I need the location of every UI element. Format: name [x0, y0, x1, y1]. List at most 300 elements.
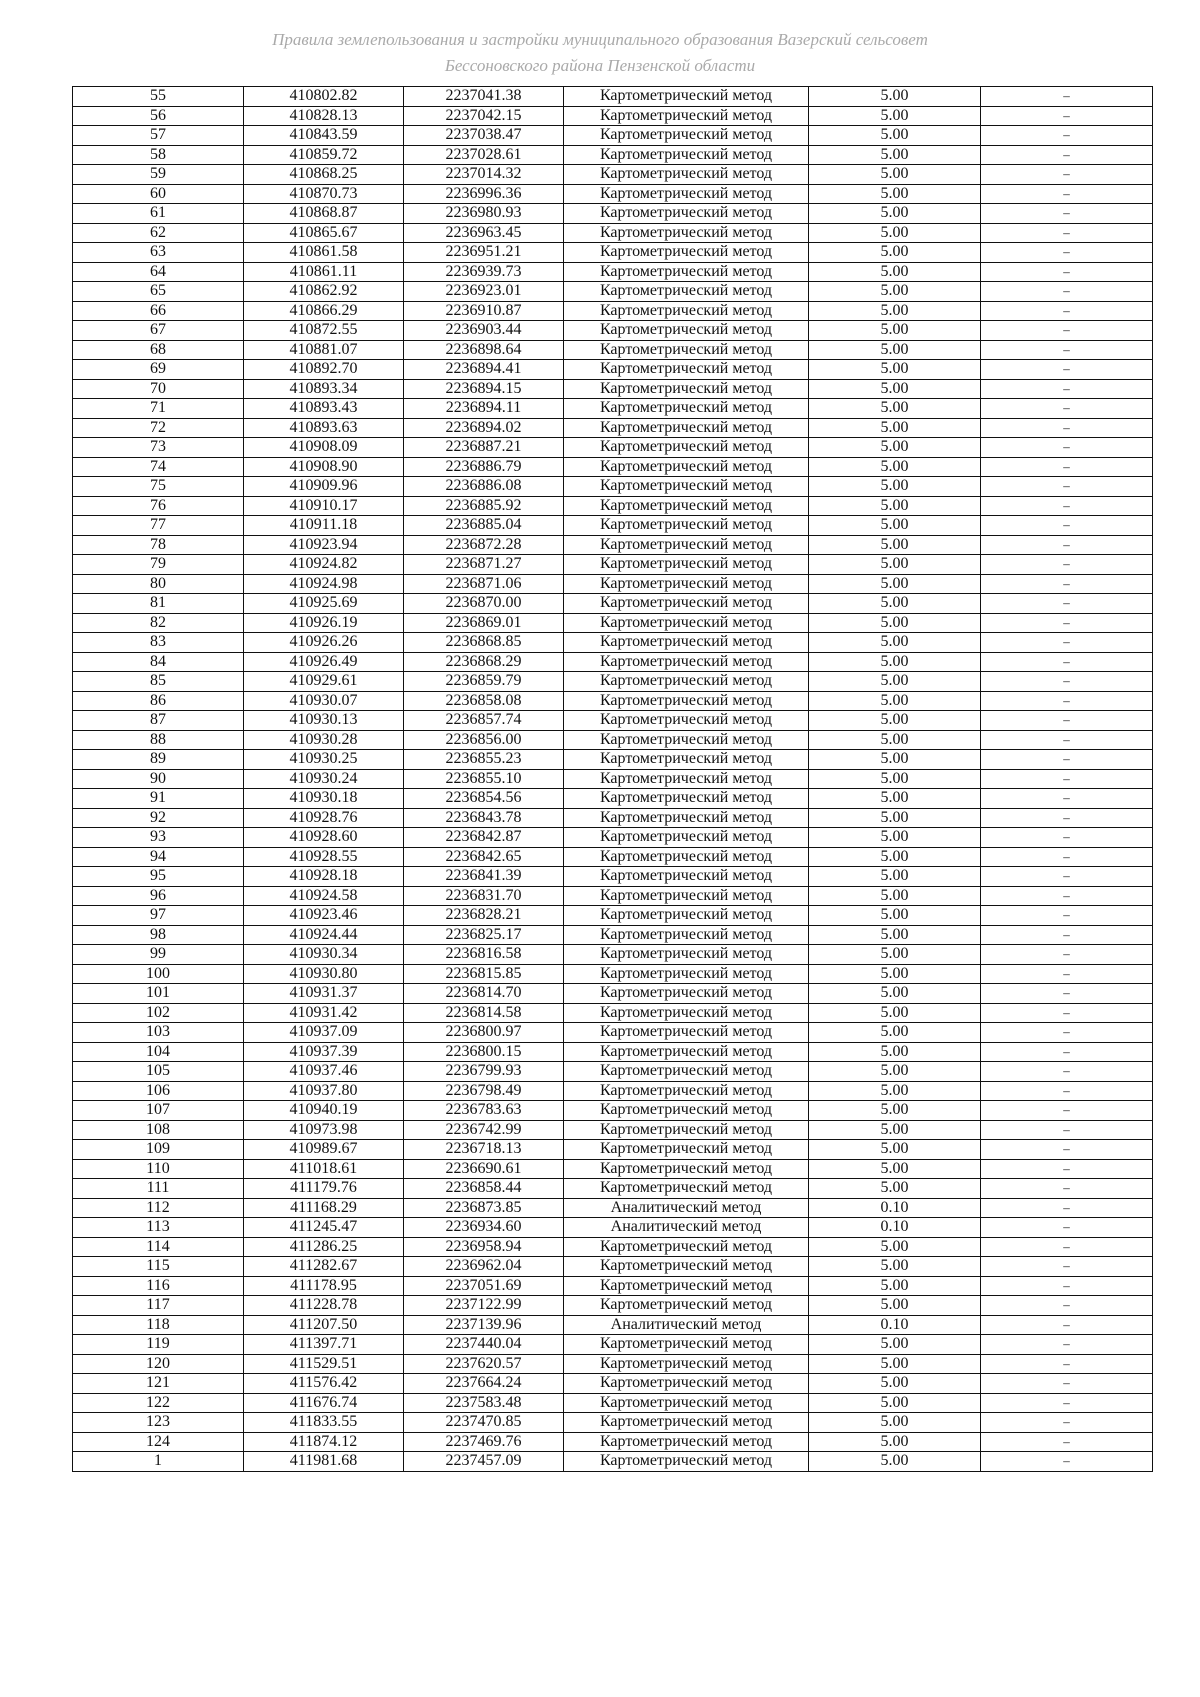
y-coordinate-cell: 2236962.04 [404, 1257, 564, 1277]
x-coordinate-cell: 411529.51 [244, 1354, 404, 1374]
point-number-cell: 119 [73, 1335, 244, 1355]
method-cell: Картометрический метод [564, 808, 809, 828]
method-cell: Картометрический метод [564, 1452, 809, 1472]
method-cell: Картометрический метод [564, 886, 809, 906]
x-coordinate-cell: 410859.72 [244, 145, 404, 165]
description-cell: – [981, 945, 1153, 965]
y-coordinate-cell: 2236894.15 [404, 379, 564, 399]
description-cell: – [981, 906, 1153, 926]
method-cell: Картометрический метод [564, 672, 809, 692]
x-coordinate-cell: 410910.17 [244, 496, 404, 516]
table-row [73, 1120, 1153, 1140]
y-coordinate-cell: 2236857.74 [404, 711, 564, 731]
y-coordinate-cell: 2236903.44 [404, 321, 564, 341]
description-cell: – [981, 1374, 1153, 1394]
y-coordinate-cell: 2236898.64 [404, 340, 564, 360]
x-coordinate-cell: 410868.87 [244, 204, 404, 224]
method-cell: Картометрический метод [564, 1101, 809, 1121]
method-cell: Картометрический метод [564, 145, 809, 165]
method-cell: Картометрический метод [564, 1140, 809, 1160]
description-cell: – [981, 535, 1153, 555]
accuracy-cell: 5.00 [809, 321, 981, 341]
y-coordinate-cell: 2236886.08 [404, 477, 564, 497]
method-cell: Картометрический метод [564, 243, 809, 263]
table-row [73, 574, 1153, 594]
table-row [73, 1237, 1153, 1257]
y-coordinate-cell: 2237469.76 [404, 1432, 564, 1452]
accuracy-cell: 5.00 [809, 1023, 981, 1043]
table-row [73, 204, 1153, 224]
table-row [73, 613, 1153, 633]
y-coordinate-cell: 2236831.70 [404, 886, 564, 906]
y-coordinate-cell: 2236858.44 [404, 1179, 564, 1199]
point-number-cell: 121 [73, 1374, 244, 1394]
accuracy-cell: 5.00 [809, 243, 981, 263]
table-row [73, 360, 1153, 380]
method-cell: Картометрический метод [564, 594, 809, 614]
method-cell: Картометрический метод [564, 613, 809, 633]
table-row [73, 555, 1153, 575]
y-coordinate-cell: 2236868.29 [404, 652, 564, 672]
x-coordinate-cell: 410930.28 [244, 730, 404, 750]
point-number-cell: 64 [73, 262, 244, 282]
x-coordinate-cell: 410937.46 [244, 1062, 404, 1082]
y-coordinate-cell: 2237457.09 [404, 1452, 564, 1472]
accuracy-cell: 5.00 [809, 379, 981, 399]
table-row [73, 711, 1153, 731]
accuracy-cell: 5.00 [809, 438, 981, 458]
table-row [73, 1101, 1153, 1121]
description-cell: – [981, 87, 1153, 107]
point-number-cell: 67 [73, 321, 244, 341]
x-coordinate-cell: 410862.92 [244, 282, 404, 302]
description-cell: – [981, 1354, 1153, 1374]
accuracy-cell: 5.00 [809, 165, 981, 185]
method-cell: Картометрический метод [564, 555, 809, 575]
description-cell: – [981, 223, 1153, 243]
point-number-cell: 77 [73, 516, 244, 536]
table-row [73, 945, 1153, 965]
y-coordinate-cell: 2236854.56 [404, 789, 564, 809]
accuracy-cell: 5.00 [809, 126, 981, 146]
method-cell: Картометрический метод [564, 945, 809, 965]
method-cell: Картометрический метод [564, 711, 809, 731]
x-coordinate-cell: 410908.90 [244, 457, 404, 477]
accuracy-cell: 5.00 [809, 652, 981, 672]
y-coordinate-cell: 2236690.61 [404, 1159, 564, 1179]
y-coordinate-cell: 2236963.45 [404, 223, 564, 243]
accuracy-cell: 5.00 [809, 1257, 981, 1277]
point-number-cell: 120 [73, 1354, 244, 1374]
point-number-cell: 78 [73, 535, 244, 555]
method-cell: Картометрический метод [564, 1062, 809, 1082]
y-coordinate-cell: 2236815.85 [404, 964, 564, 984]
description-cell: – [981, 321, 1153, 341]
method-cell: Картометрический метод [564, 535, 809, 555]
accuracy-cell: 5.00 [809, 1452, 981, 1472]
accuracy-cell: 5.00 [809, 594, 981, 614]
table-row [73, 1335, 1153, 1355]
table-row [73, 1452, 1153, 1472]
coordinates-table [72, 86, 1153, 1472]
accuracy-cell: 5.00 [809, 672, 981, 692]
table-row [73, 1257, 1153, 1277]
accuracy-cell: 5.00 [809, 633, 981, 653]
x-coordinate-cell: 411874.12 [244, 1432, 404, 1452]
accuracy-cell: 5.00 [809, 282, 981, 302]
point-number-cell: 66 [73, 301, 244, 321]
table-row [73, 925, 1153, 945]
accuracy-cell: 5.00 [809, 106, 981, 126]
y-coordinate-cell: 2236869.01 [404, 613, 564, 633]
description-cell: – [981, 847, 1153, 867]
x-coordinate-cell: 411576.42 [244, 1374, 404, 1394]
point-number-cell: 113 [73, 1218, 244, 1238]
description-cell: – [981, 379, 1153, 399]
table-row [73, 438, 1153, 458]
accuracy-cell: 5.00 [809, 847, 981, 867]
x-coordinate-cell: 410911.18 [244, 516, 404, 536]
x-coordinate-cell: 410893.34 [244, 379, 404, 399]
table-row [73, 1159, 1153, 1179]
description-cell: – [981, 613, 1153, 633]
accuracy-cell: 5.00 [809, 574, 981, 594]
table-row [73, 1198, 1153, 1218]
point-number-cell: 61 [73, 204, 244, 224]
description-cell: – [981, 1393, 1153, 1413]
description-cell: – [981, 1276, 1153, 1296]
description-cell: – [981, 711, 1153, 731]
table-row [73, 184, 1153, 204]
method-cell: Картометрический метод [564, 340, 809, 360]
point-number-cell: 102 [73, 1003, 244, 1023]
x-coordinate-cell: 411286.25 [244, 1237, 404, 1257]
method-cell: Картометрический метод [564, 769, 809, 789]
point-number-cell: 82 [73, 613, 244, 633]
y-coordinate-cell: 2236842.87 [404, 828, 564, 848]
description-cell: – [981, 652, 1153, 672]
accuracy-cell: 0.10 [809, 1218, 981, 1238]
point-number-cell: 90 [73, 769, 244, 789]
y-coordinate-cell: 2237664.24 [404, 1374, 564, 1394]
table-row [73, 1393, 1153, 1413]
accuracy-cell: 5.00 [809, 516, 981, 536]
description-cell: – [981, 496, 1153, 516]
point-number-cell: 106 [73, 1081, 244, 1101]
accuracy-cell: 5.00 [809, 1159, 981, 1179]
point-number-cell: 93 [73, 828, 244, 848]
point-number-cell: 85 [73, 672, 244, 692]
point-number-cell: 92 [73, 808, 244, 828]
y-coordinate-cell: 2236923.01 [404, 282, 564, 302]
x-coordinate-cell: 410928.18 [244, 867, 404, 887]
method-cell: Картометрический метод [564, 867, 809, 887]
y-coordinate-cell: 2236800.15 [404, 1042, 564, 1062]
description-cell: – [981, 165, 1153, 185]
x-coordinate-cell: 411228.78 [244, 1296, 404, 1316]
description-cell: – [981, 126, 1153, 146]
header-line-2: Бессоновского района Пензенской области [444, 56, 756, 75]
x-coordinate-cell: 410926.19 [244, 613, 404, 633]
y-coordinate-cell: 2236996.36 [404, 184, 564, 204]
table-row [73, 301, 1153, 321]
accuracy-cell: 5.00 [809, 399, 981, 419]
table-row [73, 1218, 1153, 1238]
description-cell: – [981, 1159, 1153, 1179]
method-cell: Картометрический метод [564, 282, 809, 302]
table-row [73, 1081, 1153, 1101]
table-row [73, 750, 1153, 770]
accuracy-cell: 5.00 [809, 360, 981, 380]
description-cell: – [981, 1140, 1153, 1160]
x-coordinate-cell: 411018.61 [244, 1159, 404, 1179]
y-coordinate-cell: 2237014.32 [404, 165, 564, 185]
point-number-cell: 117 [73, 1296, 244, 1316]
x-coordinate-cell: 411178.95 [244, 1276, 404, 1296]
point-number-cell: 91 [73, 789, 244, 809]
description-cell: – [981, 1237, 1153, 1257]
point-number-cell: 95 [73, 867, 244, 887]
x-coordinate-cell: 410930.18 [244, 789, 404, 809]
table-row [73, 106, 1153, 126]
accuracy-cell: 5.00 [809, 808, 981, 828]
method-cell: Картометрический метод [564, 106, 809, 126]
method-cell: Картометрический метод [564, 652, 809, 672]
accuracy-cell: 5.00 [809, 945, 981, 965]
method-cell: Картометрический метод [564, 1432, 809, 1452]
description-cell: – [981, 184, 1153, 204]
accuracy-cell: 5.00 [809, 477, 981, 497]
description-cell: – [981, 808, 1153, 828]
y-coordinate-cell: 2236939.73 [404, 262, 564, 282]
point-number-cell: 83 [73, 633, 244, 653]
table-row [73, 321, 1153, 341]
x-coordinate-cell: 411245.47 [244, 1218, 404, 1238]
x-coordinate-cell: 410872.55 [244, 321, 404, 341]
table-row [73, 379, 1153, 399]
y-coordinate-cell: 2236870.00 [404, 594, 564, 614]
y-coordinate-cell: 2236825.17 [404, 925, 564, 945]
method-cell: Картометрический метод [564, 925, 809, 945]
accuracy-cell: 5.00 [809, 1374, 981, 1394]
accuracy-cell: 5.00 [809, 1413, 981, 1433]
description-cell: – [981, 1315, 1153, 1335]
table-row [73, 886, 1153, 906]
x-coordinate-cell: 410924.58 [244, 886, 404, 906]
x-coordinate-cell: 410923.94 [244, 535, 404, 555]
point-number-cell: 98 [73, 925, 244, 945]
point-number-cell: 108 [73, 1120, 244, 1140]
table-row [73, 126, 1153, 146]
accuracy-cell: 5.00 [809, 691, 981, 711]
description-cell: – [981, 672, 1153, 692]
y-coordinate-cell: 2236951.21 [404, 243, 564, 263]
header-line-1: Правила землепользования и застройки муниципального образования Вазерский сельсовет [272, 30, 928, 49]
description-cell: – [981, 964, 1153, 984]
accuracy-cell: 5.00 [809, 964, 981, 984]
description-cell: – [981, 1413, 1153, 1433]
x-coordinate-cell: 411179.76 [244, 1179, 404, 1199]
y-coordinate-cell: 2236980.93 [404, 204, 564, 224]
y-coordinate-cell: 2236873.85 [404, 1198, 564, 1218]
table-row [73, 906, 1153, 926]
description-cell: – [981, 886, 1153, 906]
table-row [73, 1354, 1153, 1374]
x-coordinate-cell: 411676.74 [244, 1393, 404, 1413]
point-number-cell: 70 [73, 379, 244, 399]
point-number-cell: 114 [73, 1237, 244, 1257]
x-coordinate-cell: 410908.09 [244, 438, 404, 458]
method-cell: Картометрический метод [564, 1159, 809, 1179]
point-number-cell: 96 [73, 886, 244, 906]
point-number-cell: 55 [73, 87, 244, 107]
point-number-cell: 84 [73, 652, 244, 672]
point-number-cell: 56 [73, 106, 244, 126]
method-cell: Картометрический метод [564, 1237, 809, 1257]
table-row [73, 633, 1153, 653]
table-row [73, 1432, 1153, 1452]
table-row [73, 730, 1153, 750]
coordinates-table-body [73, 87, 1153, 1472]
x-coordinate-cell: 410937.80 [244, 1081, 404, 1101]
x-coordinate-cell: 410989.67 [244, 1140, 404, 1160]
point-number-cell: 87 [73, 711, 244, 731]
accuracy-cell: 5.00 [809, 340, 981, 360]
description-cell: – [981, 867, 1153, 887]
x-coordinate-cell: 410930.07 [244, 691, 404, 711]
table-row [73, 867, 1153, 887]
x-coordinate-cell: 410861.11 [244, 262, 404, 282]
accuracy-cell: 5.00 [809, 906, 981, 926]
method-cell: Картометрический метод [564, 1335, 809, 1355]
x-coordinate-cell: 410930.13 [244, 711, 404, 731]
accuracy-cell: 5.00 [809, 1062, 981, 1082]
table-row [73, 399, 1153, 419]
method-cell: Картометрический метод [564, 184, 809, 204]
table-row [73, 1023, 1153, 1043]
x-coordinate-cell: 410937.39 [244, 1042, 404, 1062]
method-cell: Картометрический метод [564, 418, 809, 438]
x-coordinate-cell: 410928.76 [244, 808, 404, 828]
accuracy-cell: 5.00 [809, 457, 981, 477]
point-number-cell: 76 [73, 496, 244, 516]
description-cell: – [981, 438, 1153, 458]
point-number-cell: 89 [73, 750, 244, 770]
x-coordinate-cell: 410828.13 [244, 106, 404, 126]
description-cell: – [981, 1257, 1153, 1277]
y-coordinate-cell: 2236885.04 [404, 516, 564, 536]
table-row [73, 808, 1153, 828]
table-row [73, 672, 1153, 692]
point-number-cell: 110 [73, 1159, 244, 1179]
accuracy-cell: 5.00 [809, 1140, 981, 1160]
method-cell: Картометрический метод [564, 828, 809, 848]
table-row [73, 145, 1153, 165]
accuracy-cell: 5.00 [809, 145, 981, 165]
method-cell: Аналитический метод [564, 1198, 809, 1218]
point-number-cell: 105 [73, 1062, 244, 1082]
accuracy-cell: 5.00 [809, 262, 981, 282]
method-cell: Картометрический метод [564, 457, 809, 477]
x-coordinate-cell: 410931.37 [244, 984, 404, 1004]
description-cell: – [981, 984, 1153, 1004]
method-cell: Картометрический метод [564, 87, 809, 107]
table-row [73, 223, 1153, 243]
description-cell: – [981, 204, 1153, 224]
point-number-cell: 124 [73, 1432, 244, 1452]
y-coordinate-cell: 2237028.61 [404, 145, 564, 165]
method-cell: Картометрический метод [564, 1081, 809, 1101]
y-coordinate-cell: 2237583.48 [404, 1393, 564, 1413]
point-number-cell: 122 [73, 1393, 244, 1413]
x-coordinate-cell: 411168.29 [244, 1198, 404, 1218]
method-cell: Картометрический метод [564, 1042, 809, 1062]
y-coordinate-cell: 2236841.39 [404, 867, 564, 887]
point-number-cell: 115 [73, 1257, 244, 1277]
method-cell: Картометрический метод [564, 438, 809, 458]
y-coordinate-cell: 2236885.92 [404, 496, 564, 516]
x-coordinate-cell: 410925.69 [244, 594, 404, 614]
table-row [73, 418, 1153, 438]
method-cell: Картометрический метод [564, 262, 809, 282]
accuracy-cell: 5.00 [809, 886, 981, 906]
x-coordinate-cell: 410924.82 [244, 555, 404, 575]
accuracy-cell: 5.00 [809, 867, 981, 887]
method-cell: Картометрический метод [564, 165, 809, 185]
method-cell: Картометрический метод [564, 964, 809, 984]
point-number-cell: 63 [73, 243, 244, 263]
description-cell: – [981, 730, 1153, 750]
description-cell: – [981, 516, 1153, 536]
point-number-cell: 103 [73, 1023, 244, 1043]
table-row [73, 535, 1153, 555]
table-row [73, 828, 1153, 848]
description-cell: – [981, 1198, 1153, 1218]
point-number-cell: 59 [73, 165, 244, 185]
method-cell: Картометрический метод [564, 1257, 809, 1277]
x-coordinate-cell: 410843.59 [244, 126, 404, 146]
method-cell: Картометрический метод [564, 906, 809, 926]
table-row [73, 87, 1153, 107]
accuracy-cell: 5.00 [809, 1003, 981, 1023]
table-row [73, 691, 1153, 711]
x-coordinate-cell: 410909.96 [244, 477, 404, 497]
accuracy-cell: 0.10 [809, 1315, 981, 1335]
point-number-cell: 94 [73, 847, 244, 867]
accuracy-cell: 5.00 [809, 1179, 981, 1199]
method-cell: Аналитический метод [564, 1315, 809, 1335]
point-number-cell: 73 [73, 438, 244, 458]
method-cell: Картометрический метод [564, 496, 809, 516]
accuracy-cell: 5.00 [809, 1276, 981, 1296]
description-cell: – [981, 1335, 1153, 1355]
description-cell: – [981, 769, 1153, 789]
table-row [73, 1276, 1153, 1296]
x-coordinate-cell: 410893.43 [244, 399, 404, 419]
point-number-cell: 116 [73, 1276, 244, 1296]
accuracy-cell: 5.00 [809, 789, 981, 809]
point-number-cell: 71 [73, 399, 244, 419]
method-cell: Картометрический метод [564, 1393, 809, 1413]
x-coordinate-cell: 411833.55 [244, 1413, 404, 1433]
x-coordinate-cell: 410924.44 [244, 925, 404, 945]
description-cell: – [981, 633, 1153, 653]
x-coordinate-cell: 410881.07 [244, 340, 404, 360]
point-number-cell: 100 [73, 964, 244, 984]
accuracy-cell: 5.00 [809, 223, 981, 243]
point-number-cell: 68 [73, 340, 244, 360]
y-coordinate-cell: 2236894.11 [404, 399, 564, 419]
